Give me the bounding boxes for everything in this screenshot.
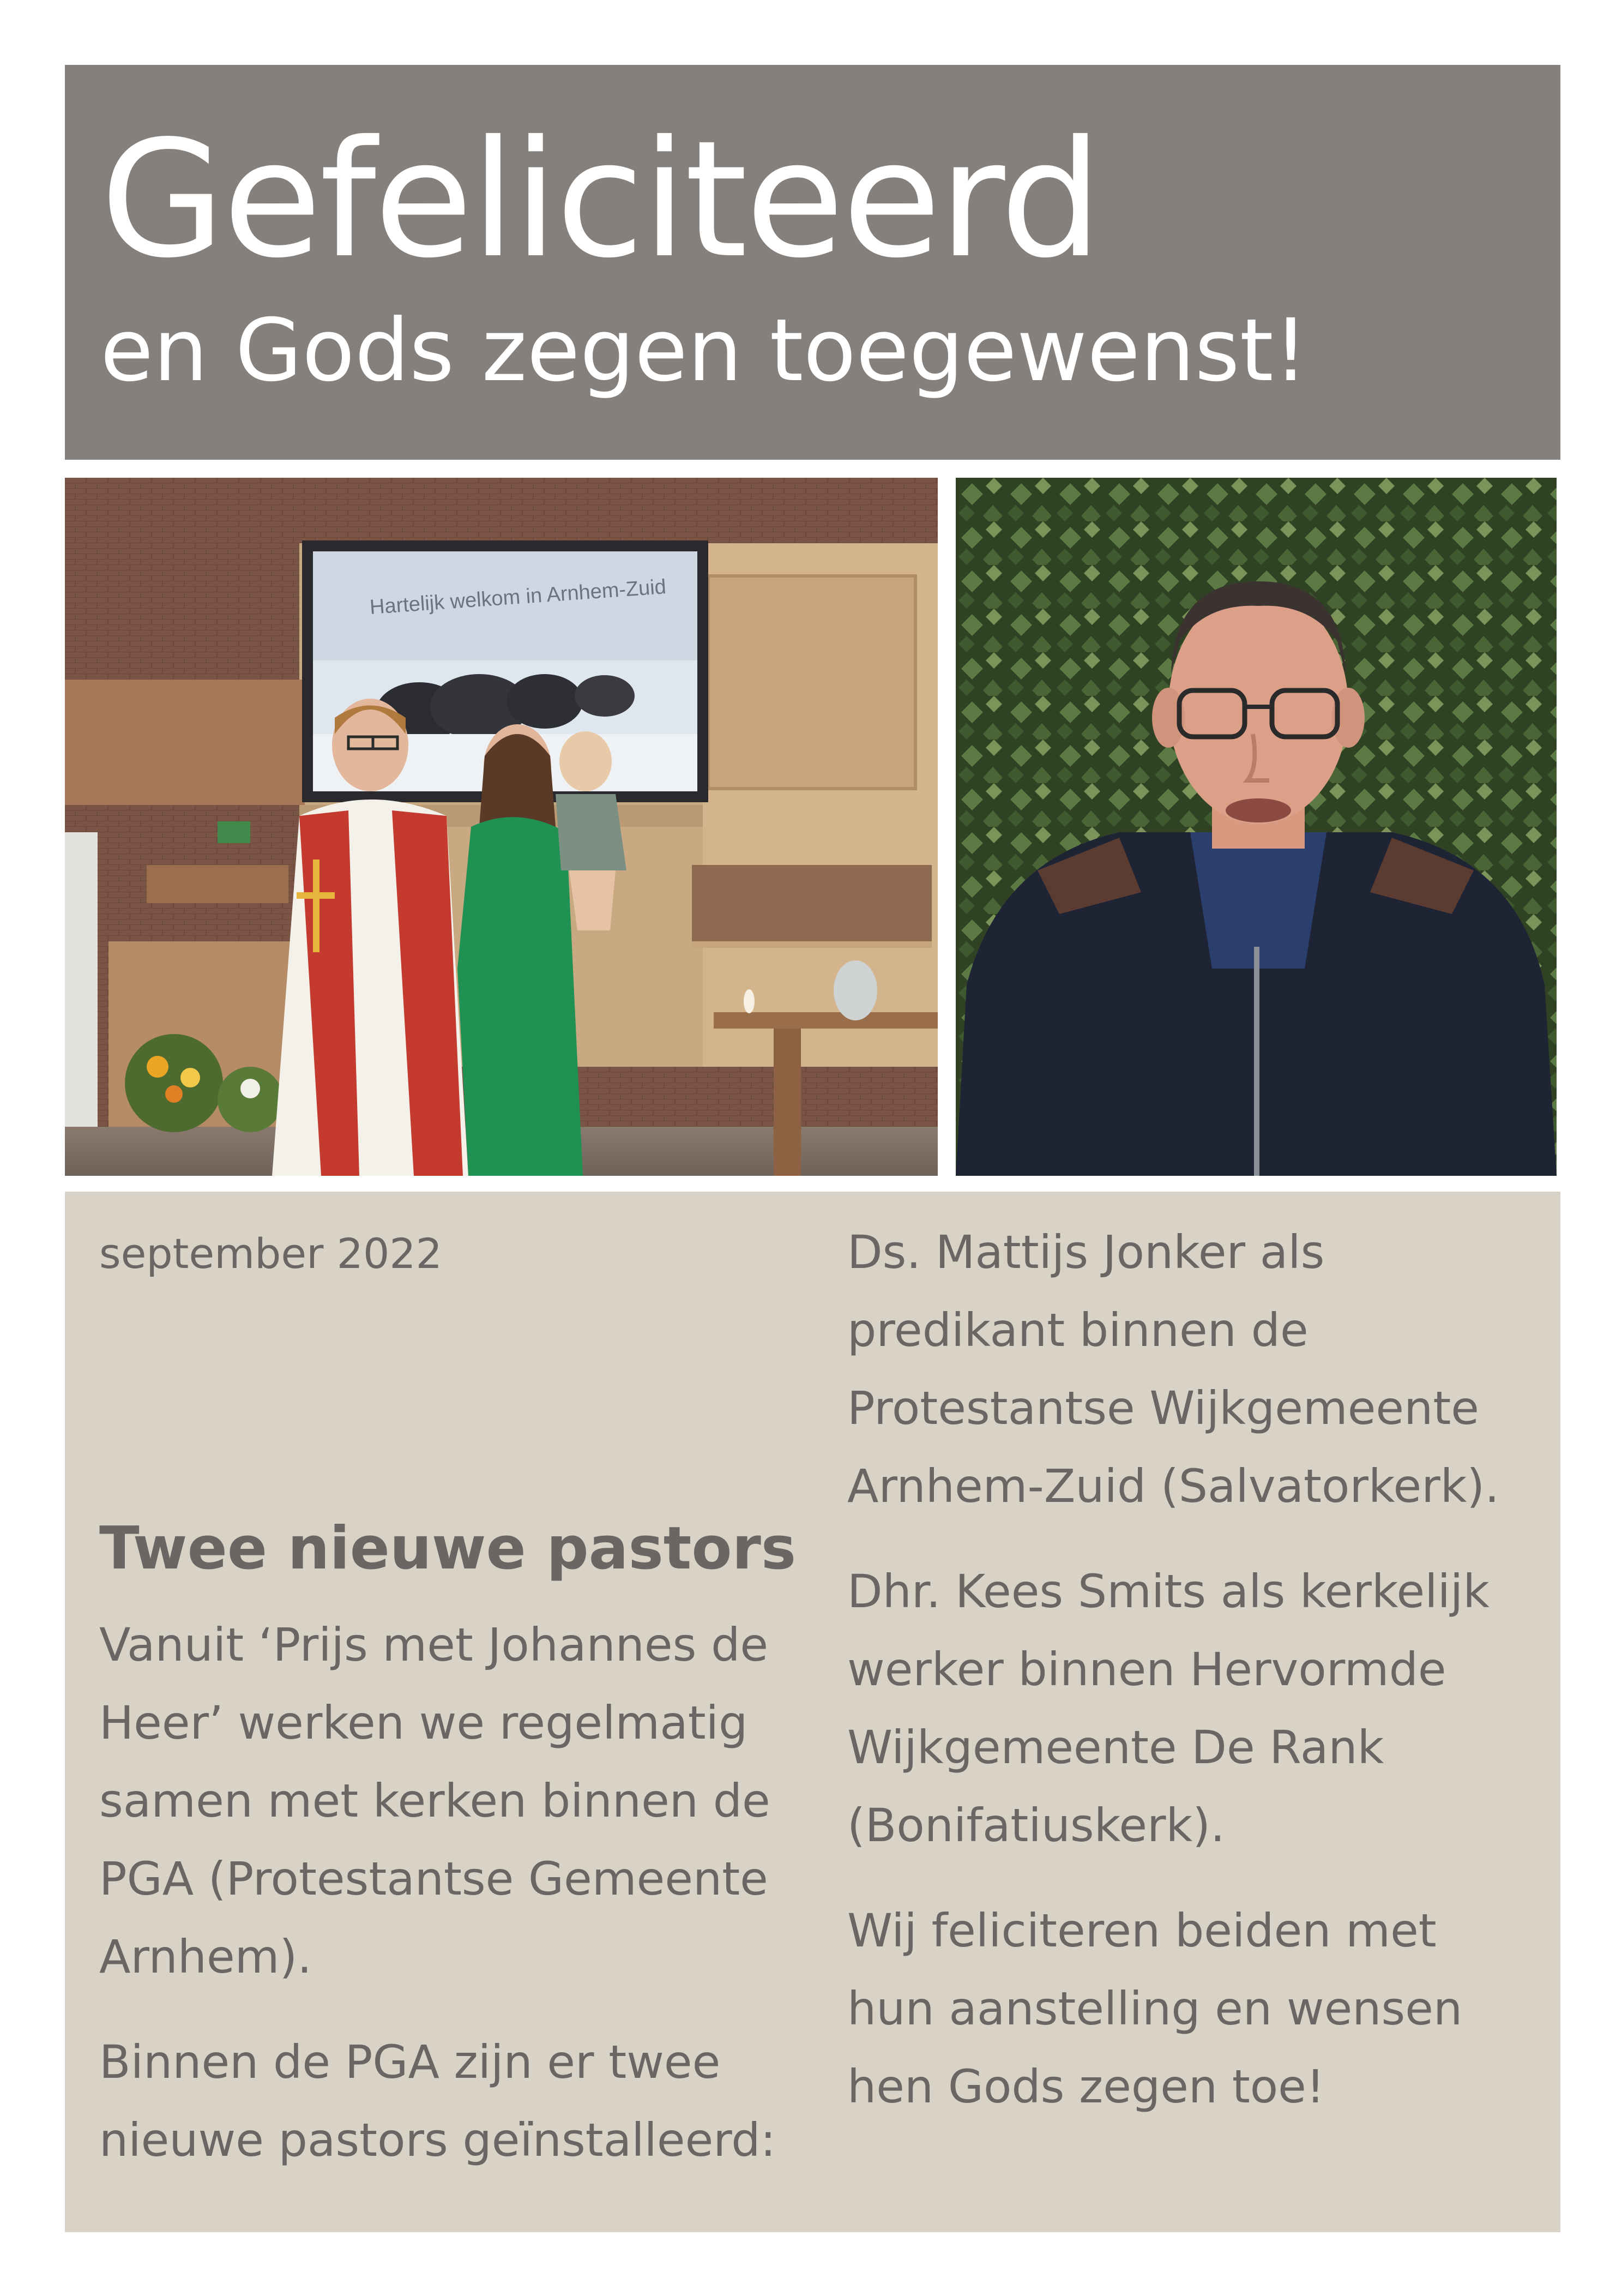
article-heading: Twee nieuwe pastors [99,1514,797,1583]
paragraph-line: hen Gods zegen toe! [847,2060,1325,2113]
paragraph-installed [99,2023,830,2179]
paragraph-line: Arnhem-Zuid (Salvatorkerk). [847,1459,1499,1513]
paragraph-line: Wijkgemeente De Rank [847,1721,1384,1774]
paragraph-line: samen met kerken binnen de [99,1774,770,1828]
photo-portrait-man [956,478,1557,1176]
header-banner [65,65,1560,460]
paragraph-jonker [847,1213,1529,1525]
paragraph-line: PGA (Protestantse Gemeente [99,1852,768,1906]
paragraph-line: Protestantse Wijkgemeente [847,1381,1479,1435]
paragraph-line: nieuwe pastors geïnstalleerd: [99,2113,776,2167]
paragraph-congratulations [847,1892,1529,2126]
article-panel [65,1192,1560,2232]
paragraph-line: werker binnen Hervormde [847,1643,1446,1696]
paragraph-line: hun aanstelling en wensen [847,1982,1463,2035]
paragraph-intro [99,1606,830,1996]
page-title: Gefeliciteerd [100,106,1100,293]
paragraph-line: Heer’ werken we regelmatig [99,1696,748,1750]
paragraph-line: Binnen de PGA zijn er twee [99,2035,721,2089]
photo-church-pastor-family [65,478,938,1176]
article-column-left [99,1606,830,2207]
paragraph-line: (Bonifatiuskerk). [847,1799,1225,1852]
paragraph-line: Dhr. Kees Smits als kerkelijk [847,1565,1490,1618]
article-column-right [847,1213,1529,2153]
screen-welcome-text: Hartelijk welkom in Arnhem-Zuid [369,575,667,619]
paragraph-line: Vanuit ‘Prijs met Johannes de [99,1618,769,1672]
paragraph-line: Wij feliciteren beiden met [847,1904,1437,1957]
paragraph-line: Arnhem). [99,1930,312,1984]
page-subtitle: en Gods zegen toegewenst! [100,300,1309,401]
paragraph-smits [847,1553,1529,1865]
article-date: september 2022 [99,1229,443,1278]
paragraph-line: predikant binnen de [847,1303,1309,1357]
paragraph-line: Ds. Mattijs Jonker als [847,1225,1325,1279]
